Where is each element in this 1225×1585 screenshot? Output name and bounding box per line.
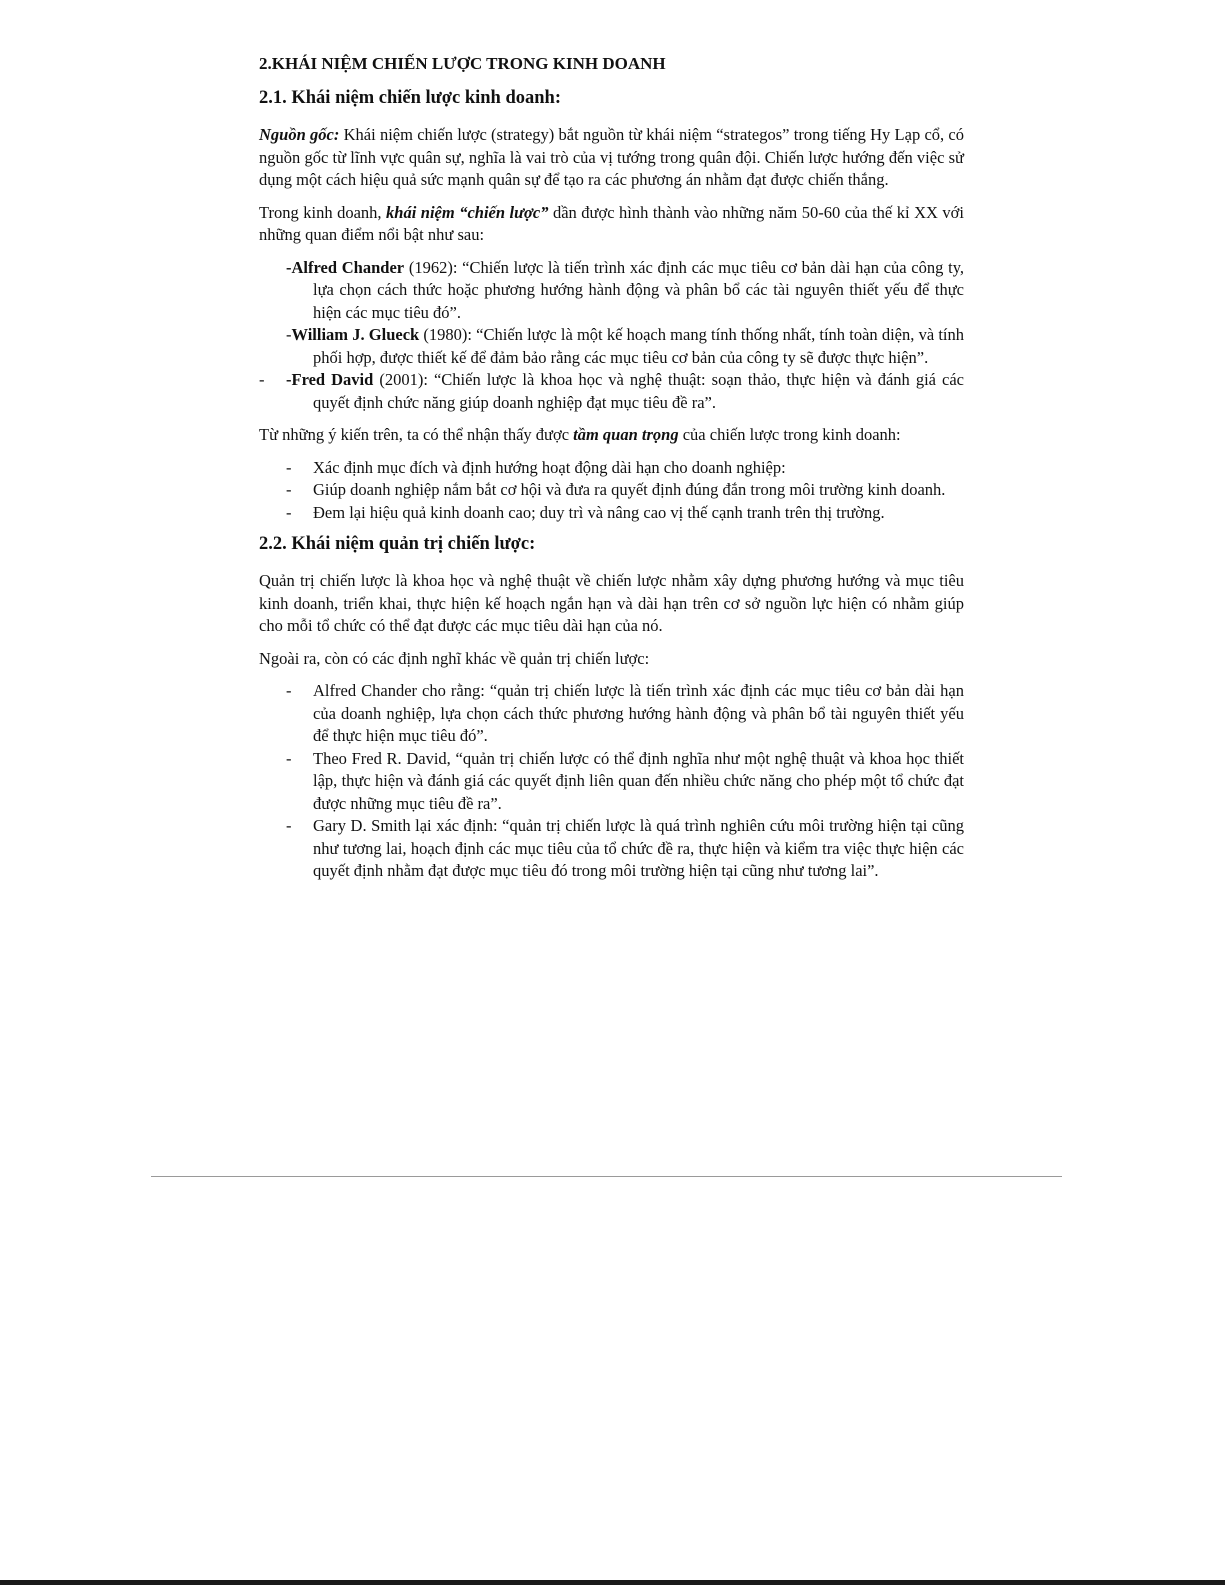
definitions-list: [259, 257, 964, 415]
list-item-text: Alfred Chander cho rằng: “quản trị chiến lược là tiến trình xác định các mục tiêu cơ bản dài hạn của doanh nghiệp, lựa chọn cách thức phương hướng hành động và phân bổ tài nguyên thiết yếu để thực hiện mục tiêu đó”.: [313, 681, 964, 745]
list-item-text: Theo Fred R. David, “quản trị chiến lược có thể định nghĩa như một nghệ thuật và khoa học thiết lập, thực hiện và đánh giá các quyết định liên quan đến nhiều chức năng cho phép một tổ chức đạt được những mục tiêu đề ra”.: [313, 748, 964, 813]
dash-marker: -: [259, 370, 265, 389]
list-item: [259, 680, 964, 748]
definition-chander: [259, 257, 964, 325]
def-prefix: -: [286, 325, 292, 344]
document-page: [259, 52, 964, 891]
section-title: 2.KHÁI NIỆM CHIẾN LƯỢC TRONG KINH DOANH: [259, 54, 666, 73]
dash-marker: -: [286, 748, 292, 768]
management-definitions-list: [259, 680, 964, 883]
list-item: [259, 479, 964, 502]
def-author: -Alfred Chander: [286, 257, 405, 277]
origin-paragraph: [259, 124, 964, 192]
list-item-text: Giúp doanh nghiệp nắm bắt cơ hội và đưa ra quyết định đúng đắn trong môi trường kinh doanh.: [313, 480, 946, 499]
def-text: (2001): “Chiến lược là khoa học và nghệ thuật: soạn thảo, thực hiện và đánh giá các quyết định chức năng giúp doanh nghiệp đạt mục tiêu đề ra”.: [313, 370, 964, 412]
intro-emphasis: khái niệm “chiến lược”: [386, 202, 549, 222]
intro-post: dần được hình thành vào những năm 50-60 của thế kỉ XX với những quan điểm nổi bật như sau:: [259, 202, 964, 244]
origin-label: Nguồn gốc:: [259, 125, 340, 144]
dash-marker: -: [286, 816, 292, 835]
importance-pre: Từ những ý kiến trên, ta có thể nhận thấy được: [259, 425, 574, 444]
list-item: [259, 457, 964, 480]
def-text: (1980): “Chiến lược là một kế hoạch mang tính thống nhất, tính toàn diện, và tính phối hợp, được thiết kế để đảm bảo rằng các mục tiêu cơ bản của công ty sẽ được thực hiện”.: [313, 325, 965, 367]
dash-marker: -: [286, 681, 292, 700]
importance-list: [259, 457, 964, 525]
intro-paragraph: [259, 202, 964, 247]
dash-marker: -: [286, 480, 292, 499]
list-item: [259, 748, 964, 816]
intro-pre: Trong kinh doanh,: [259, 202, 387, 222]
page-separator: [151, 1176, 1062, 1177]
bottom-edge-bar: [0, 1580, 1225, 1585]
list-item: [259, 502, 964, 525]
importance-paragraph: [259, 424, 964, 447]
heading-2-2: 2.2. Khái niệm quản trị chiến lược:: [259, 534, 536, 554]
dash-marker: -: [286, 457, 292, 477]
def-text: (1962): “Chiến lược là tiến trình xác định các mục tiêu cơ bản dài hạn của công ty, lựa chọn cách thức hoặc phương hướng hành động và phân bổ các tài nguyên thiết yếu để thực hiện các mục tiêu đó”.: [313, 257, 965, 322]
heading-2-1: 2.1. Khái niệm chiến lược kinh doanh:: [259, 88, 561, 108]
management-paragraph: Quản trị chiến lược là khoa học và nghệ thuật về chiến lược nhằm xây dựng phương hướng và mục tiêu kinh doanh, triển khai, thực hiện kế hoạch ngắn hạn và dài hạn trên cơ sở nguồn lực hiện có nhằm giúp cho mỗi tổ chức có thể đạt được các mục tiêu dài hạn của nó.: [259, 571, 964, 635]
importance-emphasis: tầm quan trọng: [573, 425, 679, 444]
def-author: William J. Glueck: [291, 325, 420, 344]
list-item-text: Xác định mục đích và định hướng hoạt động dài hạn cho doanh nghiệp:: [313, 457, 786, 477]
definition-glueck: [259, 324, 964, 369]
list-item-text: Gary D. Smith lại xác định: “quản trị chiến lược là quá trình nghiên cứu môi trường hiện tại cũng như tương lai, hoạch định các mục tiêu của tổ chức đề ra, thực hiện và kiểm tra việc thực hiện các quyết định nhằm đạt được mục tiêu đó trong môi trường hiện tại cũng như tương lai”.: [313, 816, 964, 880]
list-item: [259, 815, 964, 883]
def-author: -Fred David: [286, 370, 374, 389]
list-item-text: Đem lại hiệu quả kinh doanh cao; duy trì và nâng cao vị thế cạnh tranh trên thị trường.: [313, 502, 885, 522]
dash-marker: -: [286, 502, 292, 522]
definition-david: [259, 369, 964, 414]
importance-post: của chiến lược trong kinh doanh:: [678, 425, 901, 444]
other-definitions-intro: Ngoài ra, còn có các định nghĩ khác về quản trị chiến lược:: [259, 648, 650, 668]
origin-text: Khái niệm chiến lược (strategy) bắt nguồn từ khái niệm “strategos” trong tiếng Hy Lạp cổ, có nguồn gốc từ lĩnh vực quân sự, nghĩa là vai trò của vị tướng trong quân đội. Chiến lược hướng đến việc sử dụng một cách hiệu quả sức mạnh quân sự để tạo ra các phương án nhằm đạt được chiến thắng.: [259, 125, 964, 189]
